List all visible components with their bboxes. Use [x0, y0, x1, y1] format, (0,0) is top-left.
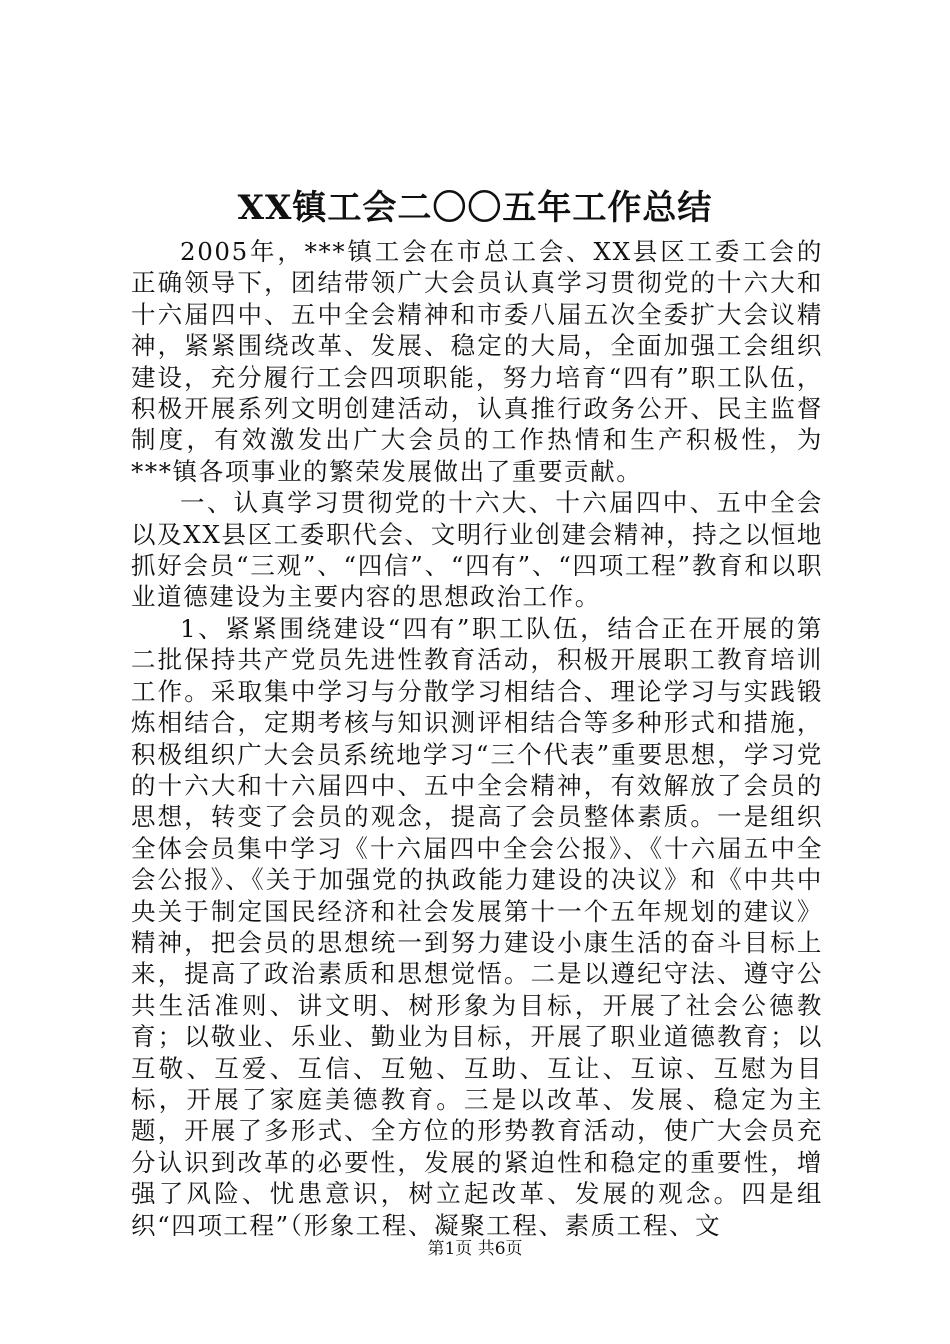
paragraph-intro: 2005年，***镇工会在市总工会、XX县区工委工会的正确领导下，团结带领广大会员认真学习贯彻党的十六大和十六届四中、五中全会精神和市委八届五次全委扩大会议精神，紧紧围绕改革、发展、稳定的大局，全面加强工会组织建设，充分履行工会四项职能，努力培育“四有”职工队伍，积极开展系列文明创建活动，认真推行政务公开、民主监督制度，有效激发出广大会员的工作热情和生产积极性，为***镇各项事业的繁荣发展做出了重要贡献。 — [131, 237, 823, 486]
paragraph-section-1: 一、认真学习贯彻党的十六大、十六届四中、五中全会以及XX县区工委职代会、文明行业创建会精神，持之以恒地抓好会员“三观”、“四信”、“四有”、“四项工程”教育和以职业道德建设为主要内容的思想政治工作。 — [131, 488, 823, 612]
document-body — [131, 236, 823, 1241]
document-title: XX镇工会二〇〇五年工作总结 — [237, 188, 713, 228]
paragraph-item-1: 1、紧紧围绕建设“四有”职工队伍，结合正在开展的第二批保持共产党员先进性教育活动，积极开展职工教育培训工作。采取集中学习与分散学习相结合、理论学习与实践锻炼相结合，定期考核与知识测评相结合等多种形式和措施，积极组织广大会员系统地学习“三个代表”重要思想，学习党的十六大和十六届四中、五中全会精神，有效解放了会员的思想，转变了会员的观念，提高了会员整体素质。一是组织全体会员集中学习《十六届四中全会公报》、《十六届五中全会公报》、《关于加强党的执政能力建设的决议》和《中共中央关于制定国民经济和社会发展第十一个五年规划的建议》精神，把会员的思想统一到努力建设小康生活的奋斗目标上来，提高了政治素质和思想觉悟。二是以遵纪守法、遵守公共生活准则、讲文明、树形象为目标，开展了社会公德教育；以敬业、乐业、勤业为目标，开展了职业道德教育；以互敬、互爱、互信、互勉、互助、互让、互谅、互慰为目标，开展了家庭美德教育。三是以改革、发展、稳定为主题，开展了多形式、全方位的形势教育活动，使广大会员充分认识到改革的必要性，发展的紧迫性和稳定的重要性，增强了风险、忧患意识，树立起改革、发展的观念。四是组织“四项工程”（形象工程、凝聚工程、素质工程、文 — [131, 613, 823, 1240]
page-footer: 第1页 共6页 — [427, 1239, 523, 1259]
